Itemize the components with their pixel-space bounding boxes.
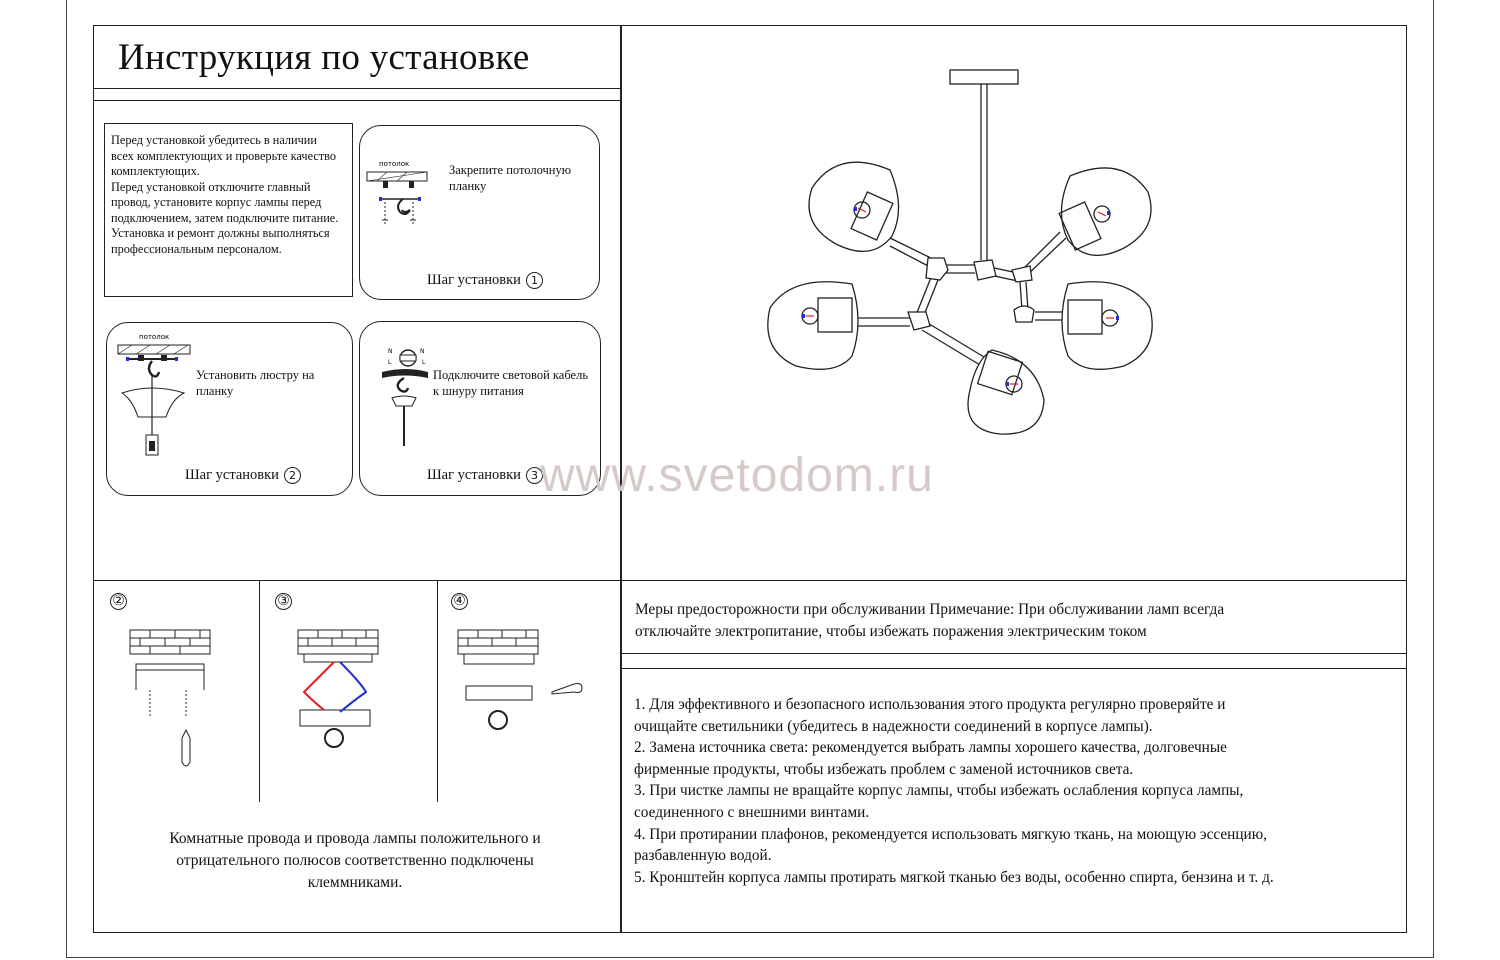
wiring-panel-number: ④	[451, 593, 468, 610]
step1-label-text: Шаг установки	[427, 272, 521, 288]
step2-label-text: Шаг установки	[185, 467, 279, 483]
intro-line: Установка и ремонт должны выполняться	[111, 226, 330, 240]
intro-line: комплектующих.	[111, 164, 200, 178]
wiring-caption-line: отрицательного полюсов соответственно подключены	[176, 852, 534, 869]
svg-text:L: L	[388, 359, 392, 366]
notes-line: 4. При протирании плафонов, рекомендуется использовать мягкую ткань, на моющую эссенцию,	[634, 825, 1267, 843]
wall-mount-illustration	[120, 620, 220, 780]
step1-description	[449, 162, 571, 194]
svg-text:N: N	[388, 348, 393, 355]
notes-line: 1. Для эффективного и безопасного использования этого продукта регулярно проверяйте и	[634, 696, 1226, 713]
ceiling-label: потолок	[379, 160, 410, 168]
step1-desc-line: Закрепите потолочную	[449, 163, 572, 177]
precautions-line: отключайте электропитание, чтобы избежать поражения электрическим током	[635, 622, 1147, 640]
wiring-panel-number: ③	[275, 593, 292, 610]
wire-connection-illustration	[290, 620, 390, 760]
notes-line: фирменные продукты, чтобы избежать проблем с заменой источников света.	[634, 760, 1134, 778]
intro-line: Перед установкой убедитесь в наличии	[111, 133, 317, 147]
chandelier-illustration	[760, 60, 1160, 440]
intro-line: профессиональным персоналом.	[111, 241, 282, 256]
step3-label-text: Шаг установки	[427, 467, 521, 483]
intro-text	[111, 133, 338, 257]
notes-divider-2	[620, 668, 1407, 669]
title-underline-2	[93, 100, 621, 101]
step2-label	[185, 467, 301, 484]
intro-box	[104, 123, 353, 297]
wiring-divider-2	[437, 580, 438, 802]
step1-card	[359, 125, 600, 300]
notes-line: очищайте светильники (убедитесь в надежности соединений в корпусе лампы).	[634, 717, 1153, 735]
cable-connection-illustration	[378, 344, 434, 454]
wiring-caption-line: Комнатные провода и провода лампы положительного и	[169, 830, 541, 847]
notes-divider-1	[620, 653, 1407, 654]
page-title: Инструкция по установке	[118, 37, 530, 78]
svg-text:L: L	[422, 359, 426, 366]
ceiling-plate-illustration	[365, 158, 431, 238]
ceiling-label: потолок	[139, 333, 170, 341]
svg-text:N: N	[420, 348, 425, 355]
step3-description	[433, 367, 588, 399]
middle-divider	[93, 580, 1407, 581]
title-underline-1	[93, 88, 621, 89]
maintenance-notes	[634, 694, 1274, 888]
step1-label	[427, 272, 543, 289]
intro-line: Перед установкой отключите главный	[111, 179, 311, 194]
step3-desc-line: к шнуру питания	[433, 384, 524, 398]
watermark: www.svetodom.ru	[540, 449, 934, 502]
step2-desc-line: планку	[196, 384, 234, 398]
wiring-divider-1	[259, 580, 260, 802]
wiring-caption	[110, 828, 600, 894]
intro-line: подключением, затем подключите питание.	[111, 210, 339, 225]
precautions-note	[635, 599, 1224, 642]
notes-line: разбавленную водой.	[634, 847, 772, 865]
precautions-line: Меры предосторожности при обслуживании Примечание: При обслуживании ламп всегда	[635, 601, 1225, 618]
notes-line: 2. Замена источника света: рекомендуется выбрать лампы хорошего качества, долговечные	[634, 739, 1227, 757]
step1-desc-line: планку	[449, 179, 487, 193]
step1-number: 1	[526, 272, 543, 289]
step2-number: 2	[284, 467, 301, 484]
step3-desc-line: Подключите световой кабель	[433, 368, 589, 382]
step2-card	[106, 322, 353, 496]
notes-line: 5. Кронштейн корпуса лампы протирать мягкой тканью без воды, особенно спирта, бензина и т. д.	[634, 868, 1274, 886]
step3-number: 3	[526, 467, 543, 484]
notes-line: соединенного с внешними винтами.	[634, 803, 870, 821]
notes-line: 3. При чистке лампы не вращайте корпус лампы, чтобы избежать ослабления корпуса лампы,	[634, 782, 1244, 800]
step2-description	[196, 367, 314, 399]
intro-line: провод, установите корпус лампы перед	[111, 195, 322, 209]
step3-label	[427, 467, 543, 484]
wiring-caption-line: клеммниками.	[307, 874, 403, 891]
intro-line: всех комплектующих и проверьте качество	[111, 148, 337, 163]
wiring-panel-number: ②	[110, 593, 127, 610]
step2-desc-line: Установить люстру на	[196, 368, 315, 382]
cover-mount-illustration	[452, 620, 592, 740]
chandelier-mount-illustration	[112, 331, 194, 471]
